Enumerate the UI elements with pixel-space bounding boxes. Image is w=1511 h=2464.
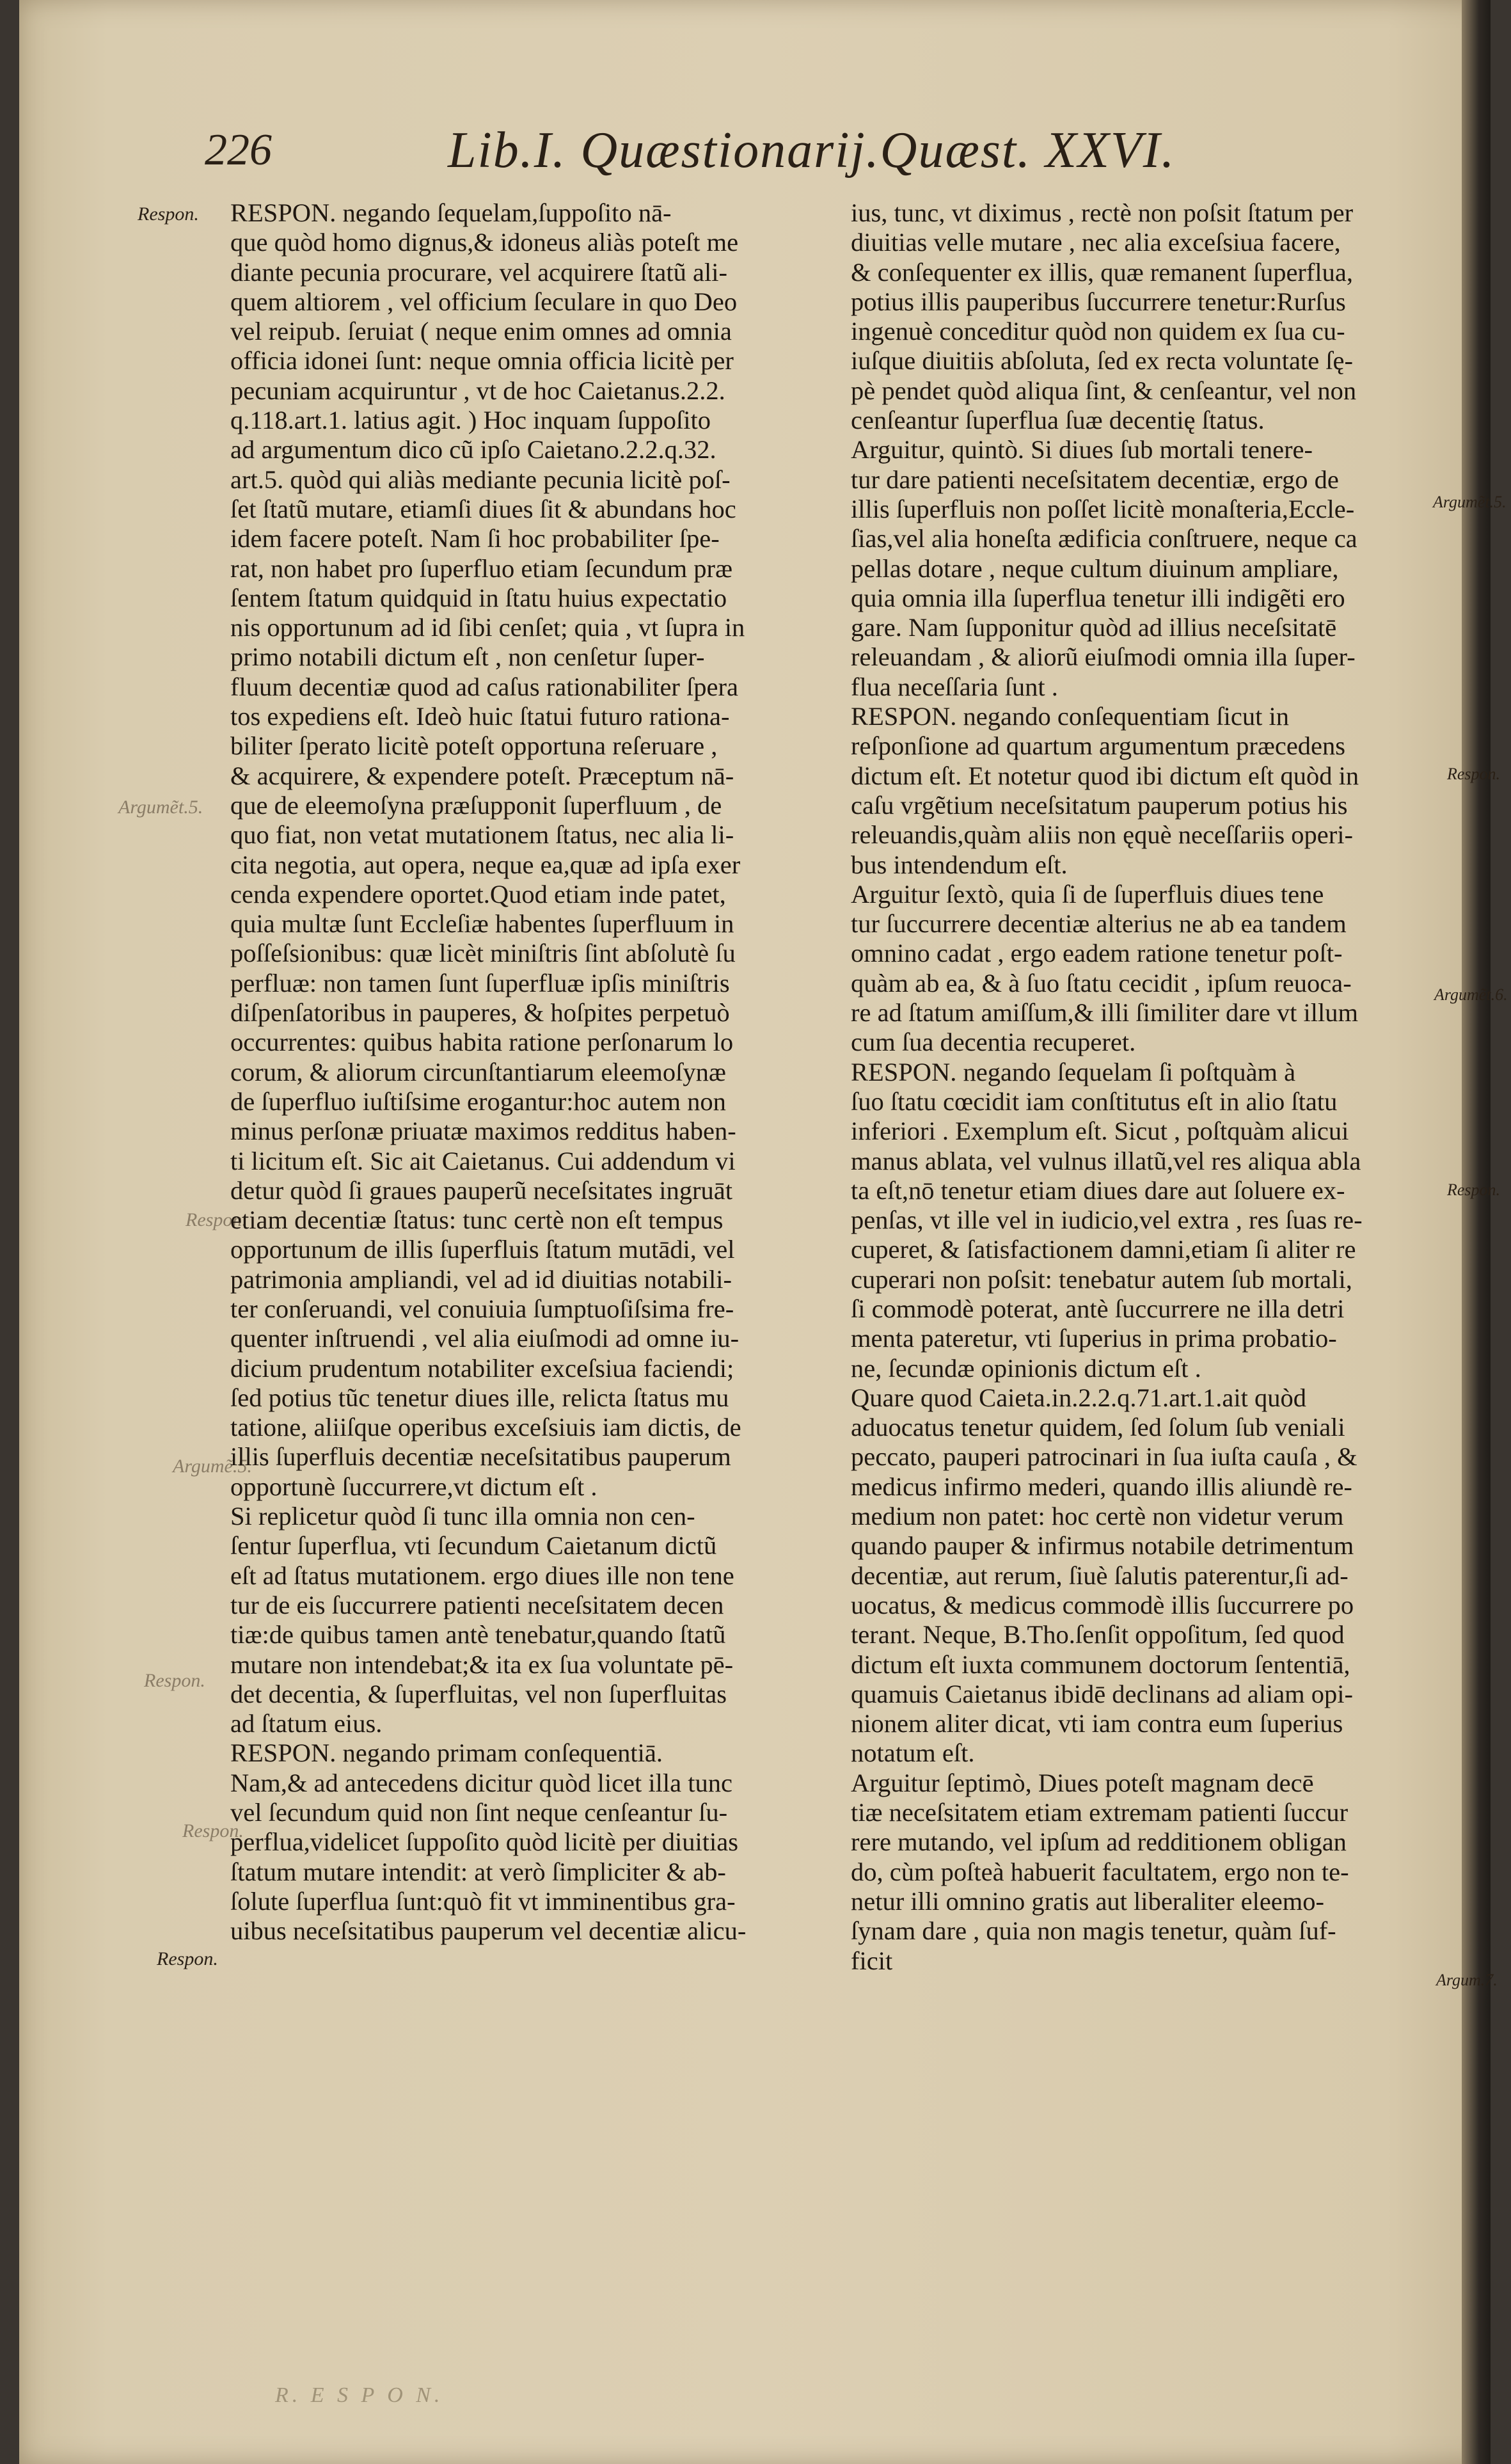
margin-note-respon: Respon. [1447,765,1501,783]
margin-note-argument-faint: Argumẽ.5. [173,1456,252,1477]
paragraph: RESPON. negando ſequelam ſi poſtquàm à ſuo ſtatu cœcidit iam conſtitutus eſt in alio ſtatu inferiori . Exemplum eſt. Sicut , poſtquàm alicui manus ablata, vel vulnus illatũ,vel res aliqua abla ta eſt,nō tenetur etiam diues dare aut ſoluere ex- penſas, vt ille vel in iudicio,vel extra , res ſuas re- cuperet, & ſatisfactionem damni,etiam ſi aliter re cuperari non poſsit: tenebatur autem ſub mortali, ſi commodè poterat, antè ſuccurrere ne illa detri menta pateretur, vti ſuperius in prima probatio- ne, ſecundæ opinionis dictum eſt . [851,1057,1363,1383]
running-head-title: Lib.I. Quæstionarij.Quæst. XXVI. [448,122,1176,179]
margin-note-argument: Argum.7. [1436,1971,1498,1989]
paragraph: Arguitur, quintò. Si diues ſub mortali tenere- tur dare patienti neceſsitatem decentiæ, ergo de illis ſuperfluis non poſſet licitè monaſteria,Eccle- ſias,vel alia honeſta ædificia conſtruere, neque ca pellas dotare , neque cultum diuinum ampliare, quia omnia illa ſuperflua tenetur illi indigẽti ero gare. Nam ſupponitur quòd ad illius neceſsitatē releuandam , & aliorũ eiuſmodi omnia illa ſuper- flua neceſſaria ſunt . [851,435,1357,701]
paragraph: Si replicetur quòd ſi tunc illa omnia non cen- ſentur ſuperflua, vti ſecundum Caietanum dictũ eſt ad ſtatus mutationem. ergo diues ille non tene tur de eis ſuccurrere patienti neceſsitatem decen tiæ:de quibus tamen antè tenebatur,quando ſtatũ mutare non intendebat;& ita ex ſua voluntate pē- det decentia, & ſuperfluitas, vel non ſuperfluitas ad ſtatum eius. [230,1502,734,1738]
margin-note-respon-faint: Respon. [144,1670,205,1691]
margin-note-respon: Respon. [138,203,199,225]
book-binding-edge [1462,0,1491,2464]
margin-note-respon: Respon. [1447,1180,1501,1199]
margin-note-argument-faint: Argumẽt.5. [118,797,203,818]
margin-note-respon-faint: Respon. [182,1820,244,1841]
margin-note-respon-faint: Respon. [186,1209,247,1230]
paragraph: RESPON. negando primam conſequentiā. Nam,& ad antecedens dicitur quòd licet illa tunc vel ſecundum quid non ſint neque cenſeantur ſu- perflua,videlicet ſuppoſito quòd licitè per diuitias ſtatum mutare intendit: at verò ſimpliciter & ab- ſolute ſuperflua ſunt:quò fit vt imminentibus gra- uibus neceſsitatibus pauperum vel decentiæ alicu- [230,1738,747,1946]
text-column-left [230,198,832,1946]
paragraph: Arguitur ſextò, quia ſi de ſuperfluis diues tene tur ſuccurrere decentiæ alterius ne ab ea tandem omnino cadat , ergo eadem ratione tenetur poſt- quàm ab ea, & à ſuo ſtatu cecidit , ipſum reuoca- re ad ſtatum amiſſum,& illi ſimiliter dare vt illum cum ſua decentia recuperet. [851,879,1358,1057]
margin-note-argument: Argumẽt.5. [1433,493,1507,511]
margin-note-argument: Argumẽt.6. [1434,985,1508,1004]
paragraph: ius, tunc, vt diximus , rectè non poſsit ſtatum per diuitias velle mutare , nec alia exceſsiua facere, & conſequenter ex illis, quæ remanent ſuperflua, potius illis pauperibus ſuccurrere tenetur:Rurſus ingenuè conceditur quòd non quidem ex ſua cu- iuſque diuitiis abſoluta, ſed ex recta voluntate ſę- pè pendet quòd aliqua ſint, & cenſeantur, vel non cenſeantur ſuperflua ſuæ decentię ſtatus. [851,198,1357,435]
paragraph: RESPON. negando conſequentiam ſicut in reſponſione ad quartum argumentum præcedens dictum eſt. Et notetur quod ibi dictum eſt quòd in caſu vrgẽtium neceſsitatum pauperum potius his releuandis,quàm aliis non ęquè neceſſariis operi- bus intendendum eſt. [851,702,1359,879]
paragraph: Quare quod Caieta.in.2.2.q.71.art.1.ait quòd aduocatus tenetur quidem, ſed ſolum ſub veniali peccato, pauperi patrocinari in ſua iuſta cauſa , & medicus infirmo mederi, quando illis aliundè re- medium non patet: hoc certè non videtur verum quando pauper & infirmus notabile detrimentum decentiæ, aut rerum, ſiuè ſalutis paterentur,ſi ad- uocatus, & medicus commodè illis ſuccurrere po terant. Neque, B.Tho.ſenſit oppoſitum, ſed quod dictum eſt iuxta communem doctorum ſententiā, quamuis Caietanus ibidē declinans ad aliam opi- nionem aliter dicat, vti iam contra eum ſuperius notatum eſt. [851,1383,1357,1768]
text-column-right [851,198,1430,1976]
margin-note-respon: Respon. [157,1948,218,1969]
show-through-text: R. E S P O N. [275,2383,444,2407]
page-number: 226 [205,125,272,175]
paragraph: Arguitur ſeptimò, Diues poteſt magnam decē tiæ neceſsitatem etiam extremam patienti ſuccur rere mutando, vel ipſum ad redditionem obligan do, cùm poſteà habuerit facultatem, ergo non te- netur illi omnino gratis aut liberaliter eleemo- ſynam dare , quia non magis tenetur, quàm ſuf- ficit [851,1768,1349,1975]
paragraph: RESPON. negando ſequelam,ſuppoſito nā- que quòd homo dignus,& idoneus aliàs poteſt me diante pecunia procurare, vel acquirere ſtatũ ali- quem altiorem , vel officium ſeculare in quo Deo vel reipub. ſeruiat ( neque enim omnes ad omnia officia idonei ſunt: neque omnia officia licitè per pecuniam acquiruntur , vt de hoc Caietanus.2.2. q.118.art.1. latius agit. ) Hoc inquam ſuppoſito ad argumentum dico cũ ipſo Caietano.2.2.q.32. art.5. quòd qui aliàs mediante pecunia licitè poſ- ſet ſtatũ mutare, etiamſi diues ſit & abundans hoc idem facere poteſt. Nam ſi hoc probabiliter ſpe- rat, non habet pro ſuperfluo etiam ſecundum præ ſentem ſtatum quidquid in ſtatu huius expectatio nis opportunum ad id ſibi cenſet; quia , vt ſupra in primo notabili dictum eſt , non cenſetur ſuper- fluum decentiæ quod ad caſus rationabiliter ſpera tos expediens eſt. Ideò huic ſtatui futuro rationa- biliter ſperato licitè poteſt opportuna reſeruare , & acquirere, & expendere poteſt. Præceptum nā- que de eleemoſyna præſupponit ſuperfluum , de quo fiat, non vetat mutationem ſtatus, nec alia li- cita negotia, aut opera, neque ea,quæ ad ipſa exer cenda expendere oportet.Quod etiam inde patet, quia multæ ſunt Eccleſiæ habentes ſuperfluum in poſſeſsionibus: quæ licèt miniſtris ſint abſolutè ſu perfluæ: non tamen ſunt ſuperfluæ ipſis miniſtris diſpenſatoribus in pauperes, & hoſpites perpetuò occurrentes: quibus habita ratione perſonarum lo corum, & aliorum circunſtantiarum eleemoſynæ de ſuperfluo iuſtiſsime erogantur:hoc autem non minus perſonæ priuatæ maximos redditus haben- ti licitum eſt. Sic ait Caietanus. Cui addendum vi detur quòd ſi graues pauperũ neceſsitates ingruāt etiam decentiæ ſtatus: tunc certè non eſt tempus opportunum de illis ſuperfluis ſtatum mutādi, vel patrimonia ampliandi, vel ad id diuitias notabili- ter conſeruandi, vel conuiuia ſumptuoſiſsima fre- quenter inſtruendi , vel alia eiuſmodi ad omne iu- dicium prudentum notabiliter exceſsiua faciendi; ſed potius tũc tenetur diues ille, relicta ſtatus mu tatione, aliiſque operibus exceſsiuis iam dictis, de illis ſuperfluis decentiæ neceſsitatibus pauperum opportunè ſuccurrere,vt dictum eſt . [230,198,745,1501]
